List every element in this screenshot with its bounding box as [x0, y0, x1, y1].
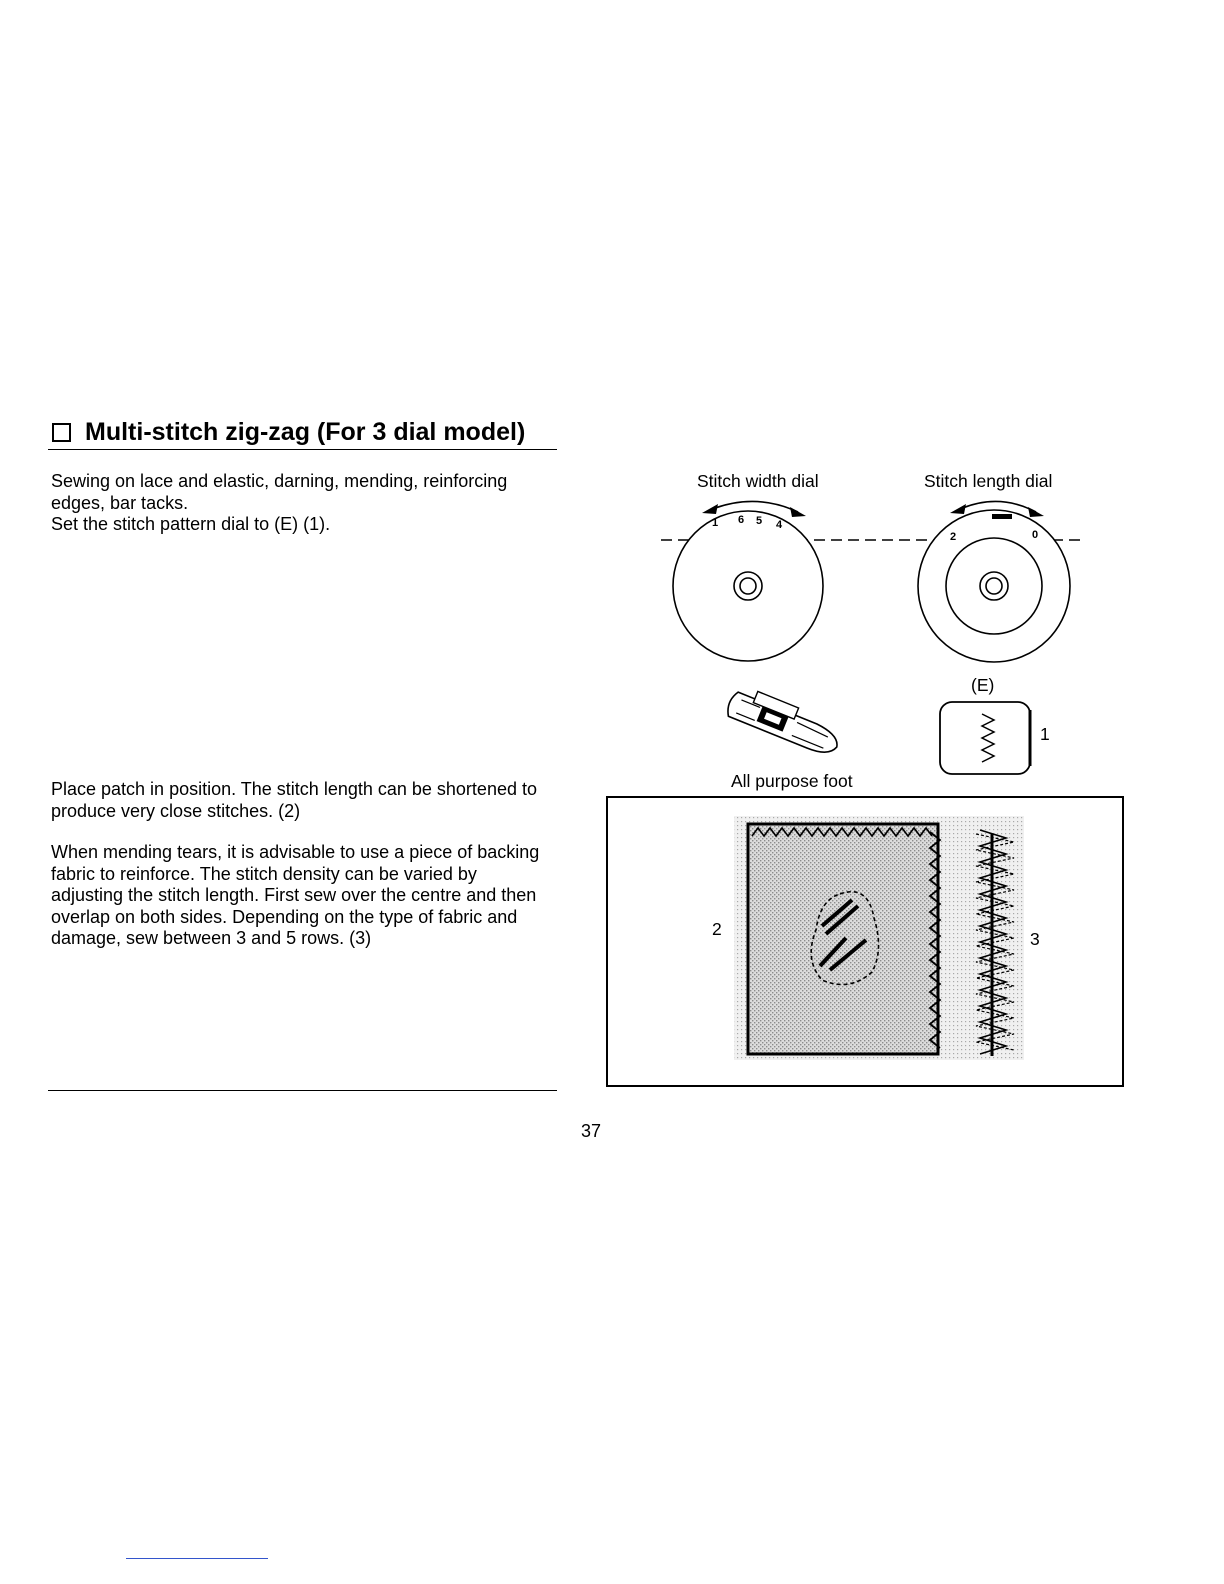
intro-line: Set the stitch pattern dial to (E) (1). — [51, 514, 331, 534]
foot-label: All purpose foot — [731, 771, 853, 791]
mending-line: adjusting the stitch length. First sew over the centre and then — [51, 885, 537, 905]
stitch-length-label: Stitch length dial — [924, 471, 1053, 491]
mending-line: fabric to reinforce. The stitch density can be varied by — [51, 863, 477, 884]
pattern-e-label: (E) — [971, 675, 995, 695]
mending-line: overlap on both sides. Depending on the type of fabric and — [51, 906, 518, 927]
mending-line: damage, sew between 3 and 5 rows. (3) — [51, 928, 372, 948]
patch-line: produce very close stitches. (2) — [51, 800, 301, 821]
length-mark-0: 0 — [1032, 529, 1039, 541]
width-mark-4: 4 — [776, 519, 783, 531]
width-mark-5: 5 — [756, 515, 763, 527]
patch-line: Place patch in position. The stitch length can be shortened to — [51, 779, 537, 799]
page-number: 37 — [581, 1121, 602, 1141]
footer-link-line[interactable] — [126, 1558, 268, 1559]
intro-line: Sewing on lace and elastic, darning, mending, reinforcing — [51, 471, 508, 491]
title-text: Multi-stitch zig-zag (For 3 dial model) — [85, 417, 526, 446]
callout-3: 3 — [1030, 929, 1040, 949]
callout-2: 2 — [712, 919, 722, 939]
intro-line: edges, bar tacks. — [51, 492, 189, 513]
width-mark-6: 6 — [738, 514, 745, 526]
mending-line: When mending tears, it is advisable to use a piece of backing — [51, 842, 540, 862]
width-mark-1: 1 — [712, 517, 719, 529]
length-mark-2: 2 — [950, 531, 957, 543]
stitch-width-label: Stitch width dial — [697, 471, 819, 491]
callout-1: 1 — [1040, 724, 1050, 744]
